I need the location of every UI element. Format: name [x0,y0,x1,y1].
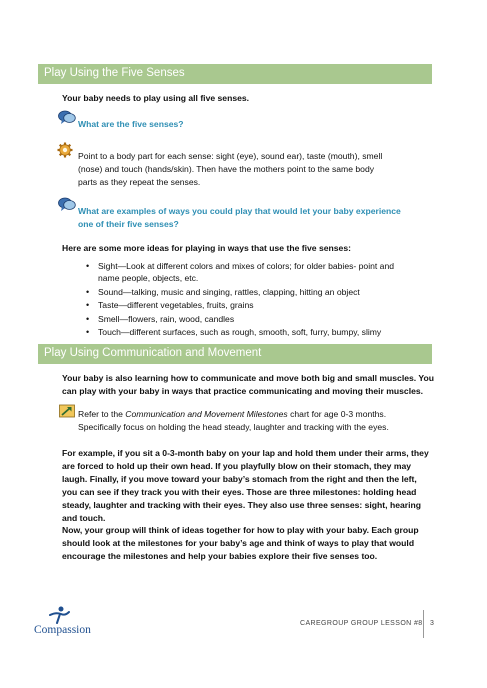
footer-lesson-label: CAREGROUP GROUP LESSON #8 [300,620,423,627]
question-five-senses: What are the five senses? [78,119,184,129]
list-item-taste: • Taste—different vegetables, fruits, grains [86,299,431,311]
section-heading-text: Play Using the Five Senses [44,67,185,79]
footer-divider [423,610,424,638]
refer-line-2: Specifically focus on holding the head steady, laughter and tracking with the eyes. [78,422,389,432]
page-number: 3 [430,620,434,627]
example-line-2: are forced to hold up their own head. If you playfully blow on their stomach, they may [62,461,412,471]
question-play-examples-line-2: one of their five senses? [78,219,179,229]
section-heading-communication [38,344,432,364]
section-heading-text: Play Using Communication and Movement [44,347,262,359]
section2-intro-line-1: Your baby is also learning how to communicate and move both big and small muscles. You [62,373,434,383]
example-line-5: steady, laughter and tracking with their eyes. They also use three senses: sight, hearing [62,500,421,510]
intro-text: Your baby needs to play using all five senses. [62,93,250,103]
example-line-3: laugh. Finally, if you move toward your baby’s stomach from the right and then the left, [62,474,417,484]
list-item-smell: • Smell—flowers, rain, wood, candles [86,313,431,325]
closing-line-1: Now, your group will think of ideas together for how to play with your baby. Each group [62,525,419,535]
activity-line-3: parts as they repeat the senses. [78,177,201,187]
section-heading-five-senses [38,64,432,84]
speech-bubbles-icon [58,110,76,125]
closing-line-3: encourage the milestones and help your babies explore their five senses too. [62,551,378,561]
section2-intro-line-2: can play with your baby in ways that practice communicating and moving their muscles. [62,386,424,396]
five-senses-ideas-list [86,260,431,340]
example-line-1: For example, if you sit a 0-3-month baby on your lap and hold them under their arms, they [62,448,429,458]
question-play-examples-line-1: What are examples of ways you could play that would let your baby experience [78,206,401,216]
list-item-touch: • Touch—different surfaces, such as rough, smooth, soft, furry, bumpy, slimy [86,326,431,338]
logo-text: Compassion [34,624,91,636]
list-item-sound: • Sound—talking, music and singing, rattles, clapping, hitting an object [86,286,431,298]
gear-icon [57,142,73,158]
activity-line-1: Point to a body part for each sense: sight (eye), sound ear), taste (mouth), smell [78,151,383,161]
ideas-intro: Here are some more ideas for playing in ways that use the five senses: [62,243,351,253]
example-line-4: you can see if they track you with their eyes. Those are three milestones: holding head [62,487,417,497]
compassion-logo [34,606,114,642]
example-line-6: and touch. [62,513,106,523]
list-item-sight: • Sight—Look at different colors and mixes of colors; for older babies- point and name people, objects, etc. [86,260,431,284]
closing-line-2: should look at the milestones for your baby’s age and think of ways to play that would [62,538,415,548]
compassion-logo-figure-icon [48,606,70,624]
activity-line-2: (nose) and touch (hands/skin). Then have the mothers point to the same body [78,164,375,174]
arrow-note-icon [59,404,75,418]
speech-bubbles-icon [58,197,76,212]
refer-line-1: Refer to the Communication and Movement Milestones chart for age 0-3 months. [78,409,387,419]
